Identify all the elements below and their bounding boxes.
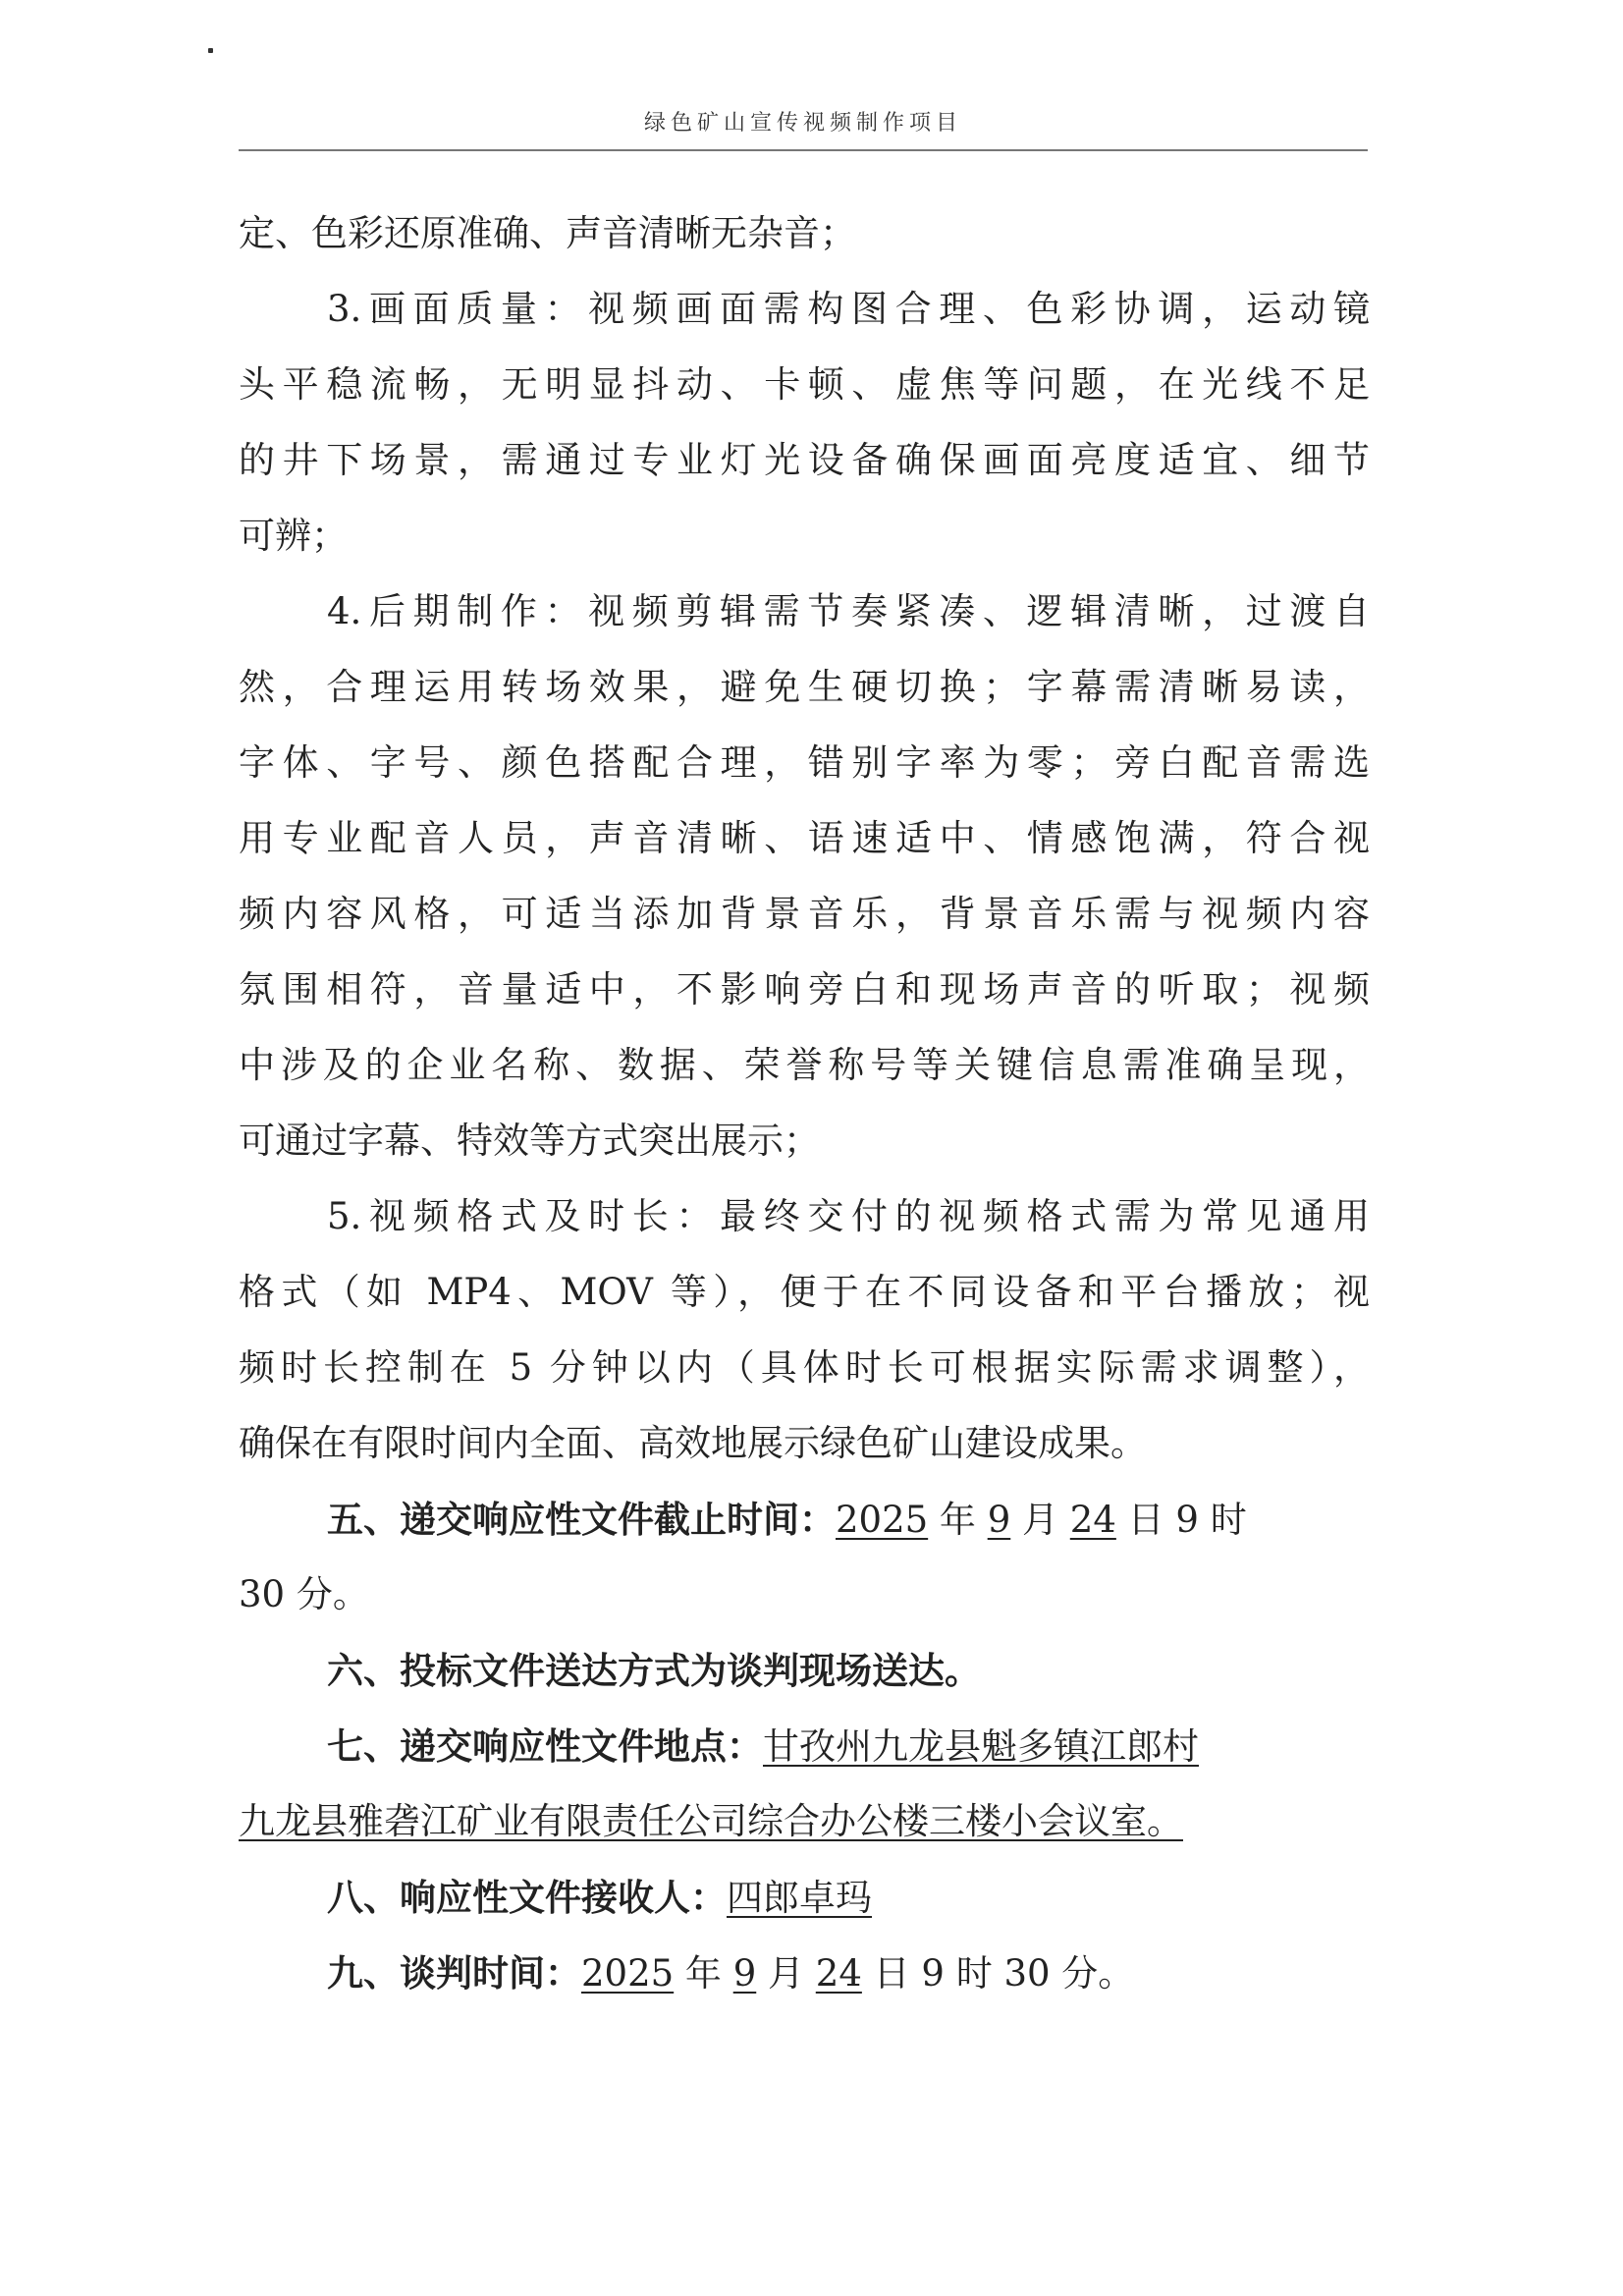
deadline-year-unit: 年 — [928, 1499, 988, 1541]
negotiation-year-unit: 年 — [674, 1952, 733, 1995]
receiver-name: 四郎卓玛 — [727, 1877, 872, 1919]
deadline-day-unit: 日 9 时 — [1115, 1499, 1247, 1541]
paragraph-line: 用专业配音人员，声音清晰、语速适中、情感饱满，符合视 — [239, 817, 1370, 859]
negotiation-month: 9 — [732, 1952, 757, 1995]
paragraph-line: 频内容风格，可适当添加背景音乐，背景音乐需与视频内容 — [239, 893, 1370, 935]
delivery-method: 六、投标文件送达方式为谈判现场送达。 — [327, 1649, 981, 1692]
negotiation-label: 九、谈判时间： — [327, 1951, 581, 1995]
location-value-line2: 九龙县雅砻江矿业有限责任公司综合办公楼三楼小会议室。 — [239, 1800, 1183, 1842]
paragraph-line: 3.画面质量：视频画面需构图合理、色彩协调，运动镜 — [327, 288, 1370, 330]
deadline-day: 24 — [1069, 1499, 1116, 1541]
paragraph-line: 的井下场景，需通过专业灯光设备确保画面亮度适宜、细节 — [239, 439, 1370, 481]
paragraph-line: 可通过字幕、特效等方式突出展示； — [239, 1120, 820, 1162]
receiver-section — [327, 1874, 872, 1921]
negotiation-day: 24 — [815, 1952, 862, 1995]
deadline-label: 五、递交响应性文件截止时间： — [327, 1498, 836, 1541]
header-divider — [239, 149, 1368, 151]
paragraph-line: 头平稳流畅，无明显抖动、卡顿、虚焦等问题，在光线不足 — [239, 363, 1370, 406]
negotiation-month-unit: 月 — [756, 1952, 816, 1995]
paragraph-line: 中涉及的企业名称、数据、荣誉称号等关键信息需准确呈现， — [239, 1044, 1370, 1086]
paragraph-line: 4.后期制作：视频剪辑需节奏紧凑、逻辑清晰，过渡自 — [327, 590, 1370, 632]
paragraph-line: 确保在有限时间内全面、高效地展示绿色矿山建设成果。 — [239, 1422, 1147, 1464]
deadline-month: 9 — [987, 1499, 1011, 1541]
deadline-month-unit: 月 — [1010, 1499, 1070, 1541]
paragraph-line: 5.视频格式及时长：最终交付的视频格式需为常见通用 — [327, 1195, 1370, 1237]
paragraph-line: 频时长控制在 5 分钟以内（具体时长可根据实际需求调整）， — [239, 1346, 1370, 1389]
paragraph-line: 定、色彩还原准确、声音清晰无杂音； — [239, 212, 856, 254]
location-value-line1: 甘孜州九龙县魁多镇江郎村 — [763, 1725, 1199, 1768]
negotiation-section — [327, 1949, 1134, 1996]
negotiation-year: 2025 — [581, 1952, 675, 1995]
paragraph-line: 氛围相符，音量适中，不影响旁白和现场声音的听取；视频 — [239, 968, 1370, 1011]
page-header-title: 绿色矿山宣传视频制作项目 — [643, 111, 962, 136]
paragraph-line: 可辨； — [239, 515, 348, 557]
paragraph-line: 字体、字号、颜色搭配合理，错别字率为零；旁白配音需选 — [239, 741, 1370, 784]
negotiation-day-unit: 日 9 时 30 分。 — [861, 1952, 1135, 1995]
paragraph-line: 格式（如 MP4、MOV 等），便于在不同设备和平台播放；视 — [239, 1271, 1370, 1313]
receiver-label: 八、响应性文件接收人： — [327, 1876, 727, 1919]
deadline-year: 2025 — [836, 1499, 929, 1541]
deadline-section — [327, 1496, 1247, 1543]
scan-speck — [208, 48, 213, 53]
paragraph-line: 然，合理运用转场效果，避免生硬切换；字幕需清晰易读， — [239, 666, 1370, 708]
location-section — [327, 1722, 1199, 1770]
location-label: 七、递交响应性文件地点： — [327, 1724, 763, 1768]
deadline-continuation: 30 分。 — [239, 1573, 369, 1615]
